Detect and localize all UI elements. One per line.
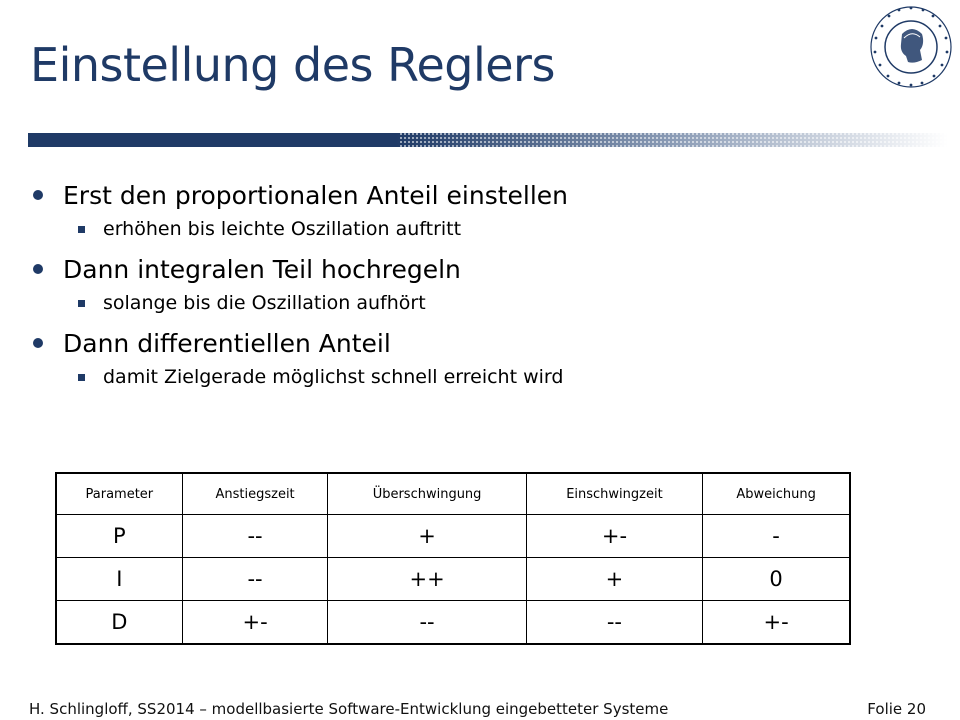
table-row (56, 515, 850, 558)
table-cell: 0 (703, 558, 850, 601)
table-cell: -- (182, 558, 328, 601)
table-row (56, 601, 850, 645)
table-cell: - (703, 515, 850, 558)
bullet-item-1: Erst den proportionalen Anteil einstellen (30, 178, 890, 214)
table-cell: -- (526, 601, 703, 645)
sub-bullet-item-1: erhöhen bis leichte Oszillation auftritt (30, 214, 890, 244)
table-header-cell: Einschwingzeit (526, 473, 703, 515)
square-bullet-icon (78, 374, 85, 381)
table-cell: D (56, 601, 182, 645)
table-cell: +- (703, 601, 850, 645)
university-seal-icon (862, 0, 960, 98)
table-cell: +- (182, 601, 328, 645)
bullet-item-3: Dann differentiellen Anteil (30, 326, 890, 362)
table-cell: ++ (328, 558, 526, 601)
bullet-list (30, 178, 890, 400)
table-cell: + (526, 558, 703, 601)
bullet-dot-icon (33, 338, 43, 348)
sub-bullet-item-3: damit Zielgerade möglichst schnell erreicht wird (30, 362, 890, 392)
square-bullet-icon (78, 226, 85, 233)
slide-title: Einstellung des Reglers (30, 38, 555, 92)
bullet-dot-icon (33, 190, 43, 200)
table-cell: -- (182, 515, 328, 558)
title-divider (28, 133, 948, 147)
bullet-item-2: Dann integralen Teil hochregeln (30, 252, 890, 288)
table-header-cell: Abweichung (703, 473, 850, 515)
table-header-row (56, 473, 850, 515)
table-header-cell: Parameter (56, 473, 182, 515)
table-cell: +- (526, 515, 703, 558)
table-row (56, 558, 850, 601)
footer-slide-number: Folie 20 (867, 700, 926, 718)
parameter-table (55, 472, 851, 645)
table-header-cell: Überschwingung (328, 473, 526, 515)
bullet-dot-icon (33, 264, 43, 274)
table-header-cell: Anstiegszeit (182, 473, 328, 515)
table-cell: P (56, 515, 182, 558)
footer-author: H. Schlingloff, SS2014 – modellbasierte Software-Entwicklung eingebetteter Systeme (29, 700, 669, 718)
table-cell: + (328, 515, 526, 558)
square-bullet-icon (78, 300, 85, 307)
table-cell: -- (328, 601, 526, 645)
sub-bullet-item-2: solange bis die Oszillation aufhört (30, 288, 890, 318)
table-cell: I (56, 558, 182, 601)
